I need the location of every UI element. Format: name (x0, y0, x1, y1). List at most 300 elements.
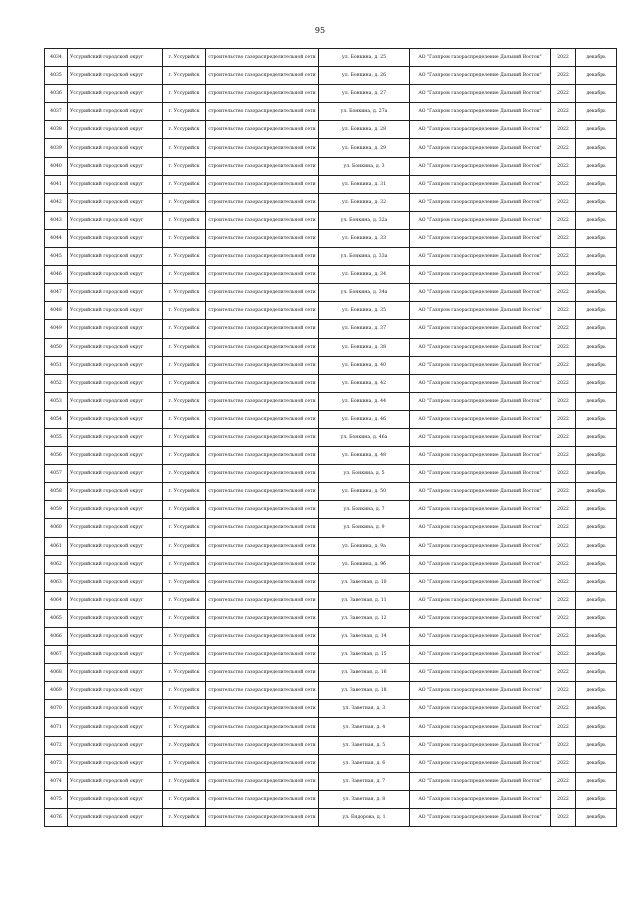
cell-settlement: г. Уссурийск (163, 790, 206, 808)
table-row (45, 754, 617, 772)
cell-settlement: г. Уссурийск (163, 808, 206, 826)
cell-contractor: АО "Газпром газораспределение Дальний Восток" (410, 266, 551, 284)
cell-contractor: АО "Газпром газораспределение Дальний Восток" (410, 320, 551, 338)
cell-address: ул. Бонкина, д. 35 (319, 302, 410, 320)
cell-row-number: 4041 (45, 175, 68, 193)
cell-contractor: АО "Газпром газораспределение Дальний Восток" (410, 175, 551, 193)
cell-municipality: Уссурийский городской округ (68, 320, 163, 338)
cell-month: декабрь (576, 284, 617, 302)
table-row (45, 229, 617, 247)
cell-month: декабрь (576, 700, 617, 718)
cell-municipality: Уссурийский городской округ (68, 139, 163, 157)
cell-address: ул. Бонкина, д. 9б (319, 555, 410, 573)
cell-work-type: строительство газораспределительной сети (206, 320, 319, 338)
table-row (45, 248, 617, 266)
cell-address: ул. Бонкина, д. 27а (319, 103, 410, 121)
cell-address: ул. Бонкина, д. 9а (319, 537, 410, 555)
table-row (45, 85, 617, 103)
cell-month: декабрь (576, 248, 617, 266)
cell-settlement: г. Уссурийск (163, 139, 206, 157)
cell-address: ул. Бонкина, д. 28 (319, 121, 410, 139)
cell-contractor: АО "Газпром газораспределение Дальний Восток" (410, 519, 551, 537)
cell-contractor: АО "Газпром газораспределение Дальний Восток" (410, 248, 551, 266)
cell-month: декабрь (576, 628, 617, 646)
cell-municipality: Уссурийский городской округ (68, 284, 163, 302)
cell-work-type: строительство газораспределительной сети (206, 519, 319, 537)
table-row (45, 266, 617, 284)
cell-address: ул. Бонкина, д. 46а (319, 428, 410, 446)
cell-municipality: Уссурийский городской округ (68, 754, 163, 772)
cell-year: 2022 (551, 519, 576, 537)
cell-contractor: АО "Газпром газораспределение Дальний Восток" (410, 284, 551, 302)
cell-year: 2022 (551, 609, 576, 627)
cell-contractor: АО "Газпром газораспределение Дальний Восток" (410, 754, 551, 772)
cell-work-type: строительство газораспределительной сети (206, 302, 319, 320)
cell-address: ул. Бонкина, д. 3 (319, 157, 410, 175)
cell-municipality: Уссурийский городской округ (68, 121, 163, 139)
cell-month: декабрь (576, 374, 617, 392)
cell-row-number: 4047 (45, 284, 68, 302)
cell-address: ул. Заветная, д. 4 (319, 718, 410, 736)
cell-month: декабрь (576, 139, 617, 157)
cell-year: 2022 (551, 175, 576, 193)
cell-year: 2022 (551, 646, 576, 664)
cell-work-type: строительство газораспределительной сети (206, 211, 319, 229)
cell-month: декабрь (576, 121, 617, 139)
cell-settlement: г. Уссурийск (163, 682, 206, 700)
cell-settlement: г. Уссурийск (163, 229, 206, 247)
table-body (45, 49, 617, 827)
cell-work-type: строительство газораспределительной сети (206, 338, 319, 356)
page-number: 95 (314, 26, 326, 35)
cell-municipality: Уссурийский городской округ (68, 248, 163, 266)
cell-row-number: 4068 (45, 664, 68, 682)
table-row (45, 139, 617, 157)
table-row (45, 410, 617, 428)
cell-contractor: АО "Газпром газораспределение Дальний Восток" (410, 537, 551, 555)
cell-municipality: Уссурийский городской округ (68, 67, 163, 85)
cell-year: 2022 (551, 447, 576, 465)
cell-work-type: строительство газораспределительной сети (206, 664, 319, 682)
cell-contractor: АО "Газпром газораспределение Дальний Восток" (410, 428, 551, 446)
table-row (45, 193, 617, 211)
cell-municipality: Уссурийский городской округ (68, 790, 163, 808)
cell-row-number: 4038 (45, 121, 68, 139)
cell-row-number: 4037 (45, 103, 68, 121)
cell-municipality: Уссурийский городской округ (68, 772, 163, 790)
cell-address: ул. Бонкина, д. 25 (319, 49, 410, 67)
cell-settlement: г. Уссурийск (163, 465, 206, 483)
table-row (45, 609, 617, 627)
cell-row-number: 4049 (45, 320, 68, 338)
cell-year: 2022 (551, 49, 576, 67)
cell-municipality: Уссурийский городской округ (68, 211, 163, 229)
cell-settlement: г. Уссурийск (163, 392, 206, 410)
cell-settlement: г. Уссурийск (163, 772, 206, 790)
cell-municipality: Уссурийский городской округ (68, 718, 163, 736)
cell-municipality: Уссурийский городской округ (68, 229, 163, 247)
cell-settlement: г. Уссурийск (163, 519, 206, 537)
cell-municipality: Уссурийский городской округ (68, 85, 163, 103)
cell-settlement: г. Уссурийск (163, 211, 206, 229)
cell-settlement: г. Уссурийск (163, 302, 206, 320)
cell-year: 2022 (551, 229, 576, 247)
cell-row-number: 4039 (45, 139, 68, 157)
cell-contractor: АО "Газпром газораспределение Дальний Восток" (410, 121, 551, 139)
cell-work-type: строительство газораспределительной сети (206, 501, 319, 519)
cell-settlement: г. Уссурийск (163, 374, 206, 392)
cell-contractor: АО "Газпром газораспределение Дальний Восток" (410, 193, 551, 211)
cell-address: ул. Бонкина, д. 5 (319, 465, 410, 483)
cell-month: декабрь (576, 537, 617, 555)
cell-month: декабрь (576, 320, 617, 338)
cell-settlement: г. Уссурийск (163, 67, 206, 85)
cell-contractor: АО "Газпром газораспределение Дальний Восток" (410, 591, 551, 609)
cell-contractor: АО "Газпром газораспределение Дальний Восток" (410, 555, 551, 573)
cell-year: 2022 (551, 121, 576, 139)
cell-municipality: Уссурийский городской округ (68, 103, 163, 121)
cell-work-type: строительство газораспределительной сети (206, 248, 319, 266)
cell-address: ул. Заветная, д. 7 (319, 772, 410, 790)
cell-work-type: строительство газораспределительной сети (206, 67, 319, 85)
cell-row-number: 4040 (45, 157, 68, 175)
cell-work-type: строительство газораспределительной сети (206, 49, 319, 67)
cell-row-number: 4059 (45, 501, 68, 519)
table-row (45, 772, 617, 790)
table-row (45, 175, 617, 193)
cell-work-type: строительство газораспределительной сети (206, 736, 319, 754)
cell-row-number: 4036 (45, 85, 68, 103)
cell-month: декабрь (576, 392, 617, 410)
cell-work-type: строительство газораспределительной сети (206, 447, 319, 465)
cell-contractor: АО "Газпром газораспределение Дальний Восток" (410, 302, 551, 320)
table-row (45, 428, 617, 446)
cell-year: 2022 (551, 700, 576, 718)
cell-year: 2022 (551, 736, 576, 754)
cell-contractor: АО "Газпром газораспределение Дальний Восток" (410, 682, 551, 700)
cell-contractor: АО "Газпром газораспределение Дальний Восток" (410, 628, 551, 646)
cell-year: 2022 (551, 103, 576, 121)
cell-contractor: АО "Газпром газораспределение Дальний Восток" (410, 85, 551, 103)
cell-month: декабрь (576, 157, 617, 175)
cell-settlement: г. Уссурийск (163, 628, 206, 646)
cell-work-type: строительство газораспределительной сети (206, 555, 319, 573)
cell-address: ул. Заветная, д. 12 (319, 609, 410, 627)
cell-row-number: 4050 (45, 338, 68, 356)
cell-row-number: 4051 (45, 356, 68, 374)
cell-municipality: Уссурийский городской округ (68, 555, 163, 573)
cell-row-number: 4053 (45, 392, 68, 410)
cell-row-number: 4064 (45, 591, 68, 609)
cell-row-number: 4074 (45, 772, 68, 790)
cell-municipality: Уссурийский городской округ (68, 501, 163, 519)
cell-contractor: АО "Газпром газораспределение Дальний Восток" (410, 664, 551, 682)
cell-contractor: АО "Газпром газораспределение Дальний Восток" (410, 338, 551, 356)
cell-month: декабрь (576, 646, 617, 664)
cell-row-number: 4056 (45, 447, 68, 465)
cell-address: ул. Бонкина, д. 34 (319, 266, 410, 284)
cell-month: декабрь (576, 211, 617, 229)
cell-settlement: г. Уссурийск (163, 754, 206, 772)
cell-row-number: 4071 (45, 718, 68, 736)
table-row (45, 49, 617, 67)
cell-month: декабрь (576, 519, 617, 537)
table-row (45, 447, 617, 465)
cell-address: ул. Бонкина, д. 33 (319, 229, 410, 247)
cell-address: ул. Бонкина, д. 48 (319, 447, 410, 465)
cell-work-type: строительство газораспределительной сети (206, 628, 319, 646)
cell-month: декабрь (576, 356, 617, 374)
cell-settlement: г. Уссурийск (163, 338, 206, 356)
cell-contractor: АО "Газпром газораспределение Дальний Восток" (410, 392, 551, 410)
cell-municipality: Уссурийский городской округ (68, 519, 163, 537)
cell-year: 2022 (551, 555, 576, 573)
cell-municipality: Уссурийский городской округ (68, 573, 163, 591)
cell-address: ул. Бонкина, д. 9 (319, 519, 410, 537)
cell-year: 2022 (551, 718, 576, 736)
table-row (45, 392, 617, 410)
cell-address: ул. Заветная, д. 15 (319, 646, 410, 664)
cell-contractor: АО "Газпром газораспределение Дальний Восток" (410, 501, 551, 519)
cell-work-type: строительство газораспределительной сети (206, 356, 319, 374)
table-row (45, 736, 617, 754)
cell-contractor: АО "Газпром газораспределение Дальний Восток" (410, 609, 551, 627)
cell-municipality: Уссурийский городской округ (68, 175, 163, 193)
cell-month: декабрь (576, 555, 617, 573)
cell-work-type: строительство газораспределительной сети (206, 392, 319, 410)
cell-municipality: Уссурийский городской округ (68, 49, 163, 67)
cell-municipality: Уссурийский городской округ (68, 682, 163, 700)
cell-work-type: строительство газораспределительной сети (206, 229, 319, 247)
table-row (45, 519, 617, 537)
cell-year: 2022 (551, 591, 576, 609)
cell-contractor: АО "Газпром газораспределение Дальний Восток" (410, 790, 551, 808)
table-row (45, 211, 617, 229)
cell-work-type: строительство газораспределительной сети (206, 121, 319, 139)
cell-month: декабрь (576, 465, 617, 483)
cell-month: декабрь (576, 85, 617, 103)
cell-work-type: строительство газораспределительной сети (206, 718, 319, 736)
cell-municipality: Уссурийский городской округ (68, 428, 163, 446)
cell-address: ул. Заветная, д. 5 (319, 736, 410, 754)
cell-row-number: 4072 (45, 736, 68, 754)
cell-year: 2022 (551, 483, 576, 501)
cell-settlement: г. Уссурийск (163, 501, 206, 519)
cell-row-number: 4075 (45, 790, 68, 808)
cell-settlement: г. Уссурийск (163, 664, 206, 682)
cell-municipality: Уссурийский городской округ (68, 193, 163, 211)
cell-settlement: г. Уссурийск (163, 736, 206, 754)
cell-contractor: АО "Газпром газораспределение Дальний Восток" (410, 700, 551, 718)
cell-address: ул. Бонкина, д. 40 (319, 356, 410, 374)
cell-address: ул. Бонкина, д. 29 (319, 139, 410, 157)
cell-month: декабрь (576, 428, 617, 446)
cell-work-type: строительство газораспределительной сети (206, 284, 319, 302)
table-row (45, 573, 617, 591)
cell-work-type: строительство газораспределительной сети (206, 175, 319, 193)
cell-municipality: Уссурийский городской округ (68, 591, 163, 609)
cell-address: ул. Бонкина, д. 33а (319, 248, 410, 266)
cell-year: 2022 (551, 284, 576, 302)
cell-settlement: г. Уссурийск (163, 266, 206, 284)
cell-row-number: 4035 (45, 67, 68, 85)
cell-work-type: строительство газораспределительной сети (206, 103, 319, 121)
cell-settlement: г. Уссурийск (163, 555, 206, 573)
table-row (45, 682, 617, 700)
cell-year: 2022 (551, 501, 576, 519)
cell-address: ул. Бонкина, д. 32а (319, 211, 410, 229)
table-row (45, 718, 617, 736)
table-row (45, 700, 617, 718)
cell-settlement: г. Уссурийск (163, 646, 206, 664)
cell-municipality: Уссурийский городской округ (68, 646, 163, 664)
cell-row-number: 4052 (45, 374, 68, 392)
cell-work-type: строительство газораспределительной сети (206, 85, 319, 103)
cell-settlement: г. Уссурийск (163, 248, 206, 266)
table-row (45, 591, 617, 609)
cell-work-type: строительство газораспределительной сети (206, 193, 319, 211)
cell-month: декабрь (576, 229, 617, 247)
cell-work-type: строительство газораспределительной сети (206, 646, 319, 664)
cell-address: ул. Ендорова, д. 1 (319, 808, 410, 826)
cell-row-number: 4043 (45, 211, 68, 229)
cell-municipality: Уссурийский городской округ (68, 266, 163, 284)
cell-address: ул. Заветная, д. 10 (319, 573, 410, 591)
cell-address: ул. Бонкина, д. 50 (319, 483, 410, 501)
cell-settlement: г. Уссурийск (163, 483, 206, 501)
cell-month: декабрь (576, 808, 617, 826)
cell-year: 2022 (551, 573, 576, 591)
cell-month: декабрь (576, 447, 617, 465)
cell-contractor: АО "Газпром газораспределение Дальний Восток" (410, 67, 551, 85)
cell-municipality: Уссурийский городской округ (68, 736, 163, 754)
cell-address: ул. Бонкина, д. 7 (319, 501, 410, 519)
cell-year: 2022 (551, 139, 576, 157)
cell-year: 2022 (551, 356, 576, 374)
cell-month: декабрь (576, 483, 617, 501)
cell-contractor: АО "Газпром газораспределение Дальний Восток" (410, 103, 551, 121)
cell-row-number: 4055 (45, 428, 68, 446)
cell-year: 2022 (551, 302, 576, 320)
cell-settlement: г. Уссурийск (163, 428, 206, 446)
cell-month: декабрь (576, 410, 617, 428)
cell-month: декабрь (576, 718, 617, 736)
table-row (45, 338, 617, 356)
cell-contractor: АО "Газпром газораспределение Дальний Восток" (410, 229, 551, 247)
cell-municipality: Уссурийский городской округ (68, 808, 163, 826)
cell-contractor: АО "Газпром газораспределение Дальний Восток" (410, 718, 551, 736)
cell-work-type: строительство газораспределительной сети (206, 465, 319, 483)
cell-settlement: г. Уссурийск (163, 85, 206, 103)
cell-address: ул. Бонкина, д. 37 (319, 320, 410, 338)
cell-row-number: 4066 (45, 628, 68, 646)
cell-year: 2022 (551, 772, 576, 790)
cell-month: декабрь (576, 266, 617, 284)
cell-year: 2022 (551, 790, 576, 808)
cell-work-type: строительство газораспределительной сети (206, 609, 319, 627)
cell-contractor: АО "Газпром газораспределение Дальний Восток" (410, 646, 551, 664)
cell-month: декабрь (576, 338, 617, 356)
cell-address: ул. Бонкина, д. 44 (319, 392, 410, 410)
cell-year: 2022 (551, 266, 576, 284)
cell-work-type: строительство газораспределительной сети (206, 537, 319, 555)
cell-municipality: Уссурийский городской округ (68, 157, 163, 175)
table-row (45, 356, 617, 374)
cell-municipality: Уссурийский городской округ (68, 447, 163, 465)
cell-row-number: 4060 (45, 519, 68, 537)
table-row (45, 501, 617, 519)
cell-municipality: Уссурийский городской округ (68, 356, 163, 374)
table-row (45, 555, 617, 573)
cell-municipality: Уссурийский городской округ (68, 609, 163, 627)
cell-work-type: строительство газораспределительной сети (206, 266, 319, 284)
cell-row-number: 4076 (45, 808, 68, 826)
cell-month: декабрь (576, 664, 617, 682)
cell-month: декабрь (576, 103, 617, 121)
cell-address: ул. Заветная, д. 16 (319, 664, 410, 682)
cell-work-type: строительство газораспределительной сети (206, 790, 319, 808)
cell-settlement: г. Уссурийск (163, 193, 206, 211)
cell-settlement: г. Уссурийск (163, 157, 206, 175)
cell-year: 2022 (551, 808, 576, 826)
table-row (45, 157, 617, 175)
cell-settlement: г. Уссурийск (163, 410, 206, 428)
cell-address: ул. Бонкина, д. 27 (319, 85, 410, 103)
cell-contractor: АО "Газпром газораспределение Дальний Восток" (410, 356, 551, 374)
cell-settlement: г. Уссурийск (163, 284, 206, 302)
cell-municipality: Уссурийский городской округ (68, 483, 163, 501)
cell-settlement: г. Уссурийск (163, 175, 206, 193)
cell-municipality: Уссурийский городской округ (68, 700, 163, 718)
cell-year: 2022 (551, 410, 576, 428)
cell-address: ул. Бонкина, д. 31 (319, 175, 410, 193)
cell-settlement: г. Уссурийск (163, 320, 206, 338)
table-row (45, 664, 617, 682)
cell-settlement: г. Уссурийск (163, 121, 206, 139)
table-row (45, 465, 617, 483)
table-row (45, 284, 617, 302)
cell-settlement: г. Уссурийск (163, 103, 206, 121)
cell-month: декабрь (576, 609, 617, 627)
cell-row-number: 4048 (45, 302, 68, 320)
cell-address: ул. Бонкина, д. 26 (319, 67, 410, 85)
cell-contractor: АО "Газпром газораспределение Дальний Восток" (410, 447, 551, 465)
cell-address: ул. Бонкина, д. 46 (319, 410, 410, 428)
cell-year: 2022 (551, 465, 576, 483)
cell-settlement: г. Уссурийск (163, 591, 206, 609)
cell-work-type: строительство газораспределительной сети (206, 808, 319, 826)
cell-work-type: строительство газораспределительной сети (206, 428, 319, 446)
cell-row-number: 4034 (45, 49, 68, 67)
cell-contractor: АО "Газпром газораспределение Дальний Восток" (410, 410, 551, 428)
cell-month: декабрь (576, 573, 617, 591)
table-row (45, 374, 617, 392)
cell-year: 2022 (551, 320, 576, 338)
cell-row-number: 4057 (45, 465, 68, 483)
cell-year: 2022 (551, 157, 576, 175)
cell-settlement: г. Уссурийск (163, 356, 206, 374)
cell-year: 2022 (551, 428, 576, 446)
cell-municipality: Уссурийский городской округ (68, 537, 163, 555)
cell-address: ул. Заветная, д. 11 (319, 591, 410, 609)
cell-year: 2022 (551, 248, 576, 266)
cell-contractor: АО "Газпром газораспределение Дальний Восток" (410, 483, 551, 501)
cell-contractor: АО "Газпром газораспределение Дальний Восток" (410, 736, 551, 754)
cell-municipality: Уссурийский городской округ (68, 465, 163, 483)
cell-row-number: 4058 (45, 483, 68, 501)
cell-work-type: строительство газораспределительной сети (206, 410, 319, 428)
table-row (45, 808, 617, 826)
